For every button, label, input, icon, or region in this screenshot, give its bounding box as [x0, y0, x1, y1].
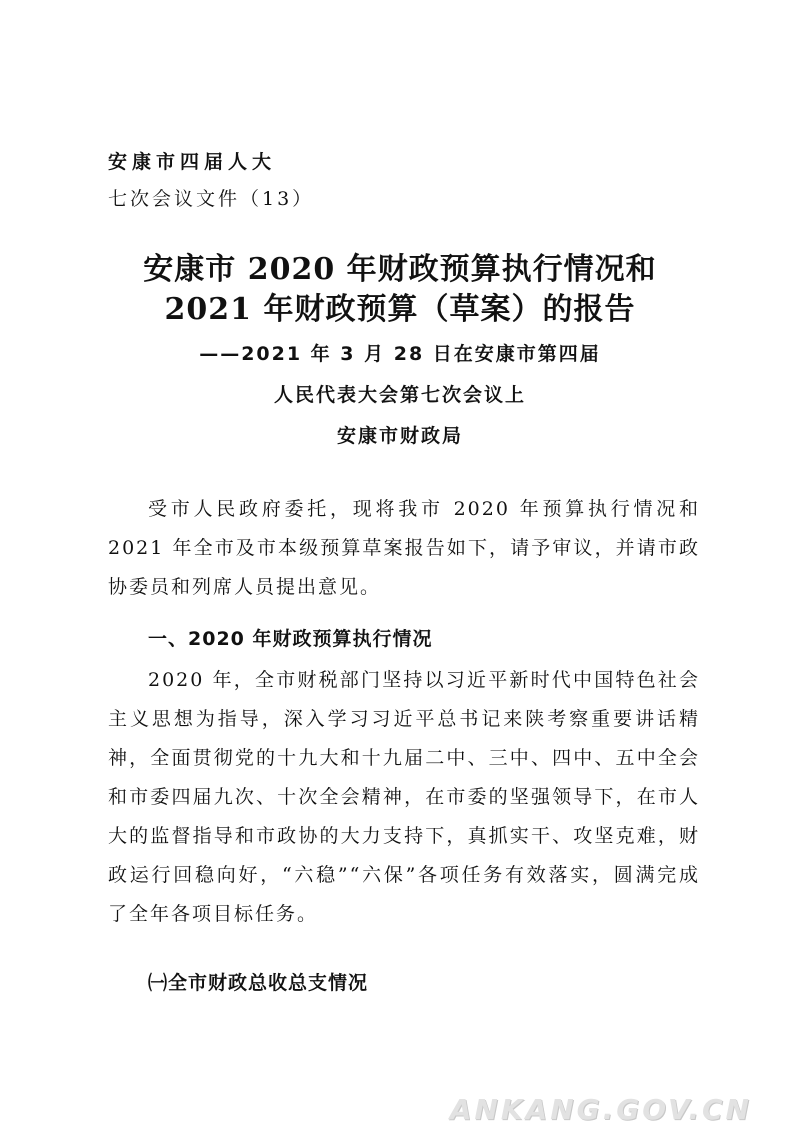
section-heading: 一、2020 年财政预算执行情况 — [148, 628, 433, 650]
report-author: 安康市财政局 — [336, 425, 463, 447]
report-venue-line: 人民代表大会第七次会议上 — [273, 384, 526, 406]
section-paragraph: 2020 年，全市财税部门坚持以习近平新时代中国特色社会主义思想为指导，深入学习习近平总书记来陕考察重要讲话精神，全面贯彻党的十九大和十九届二中、三中、四中、五中全会和市委四届九次、十次全会精神，在市委的坚强领导下，在市人大的监督指导和市政协的大力支持下，真抓实干、攻坚克难，财政运行回稳向好，“六稳”“六保”各项任务有效落实，圆满完成了全年各项目标任务。 — [108, 669, 700, 925]
document-number: 七次会议文件（13） — [108, 188, 315, 210]
report-title-line2: 2021 年财政预算（草案）的报告 — [164, 292, 636, 327]
report-title-line1: 安康市 2020 年财政预算执行情况和 — [143, 252, 657, 287]
subsection-heading: ㈠全市财政总收总支情况 — [148, 972, 369, 994]
intro-paragraph: 受市人民政府委托，现将我市 2020 年预算执行情况和 2021 年全市及市本级预算草案报告如下，请予审议，并请市政协委员和列席人员提出意见。 — [108, 498, 700, 598]
site-watermark: ANKANG.GOV.CN — [449, 1093, 752, 1126]
meeting-label: 安康市四届人大 — [108, 151, 277, 173]
report-date-line: ——2021 年 3 月 28 日在安康市第四届 — [199, 343, 601, 365]
